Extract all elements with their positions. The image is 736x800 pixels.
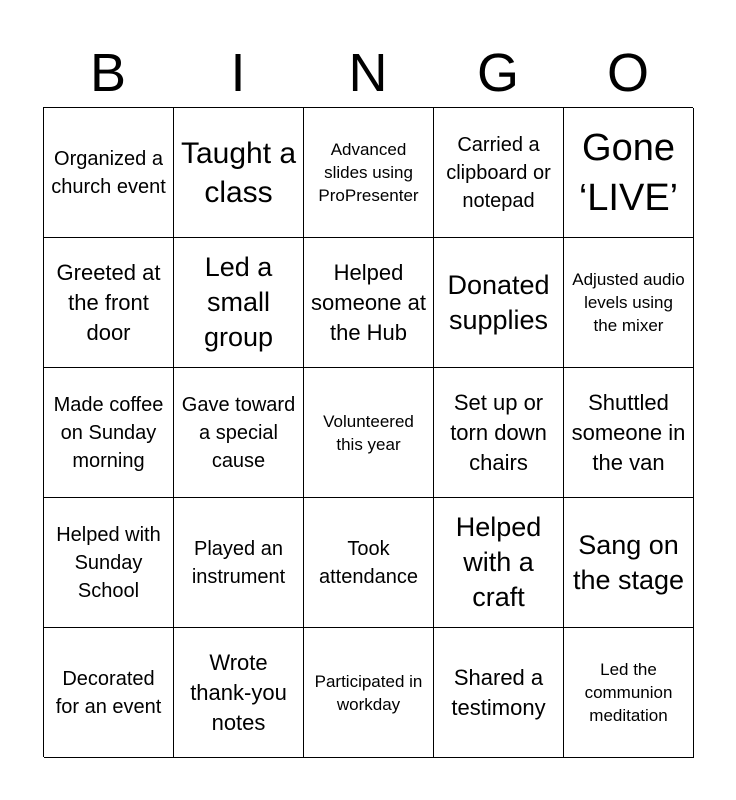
bingo-cell-text: Shared a testimony (451, 664, 546, 720)
bingo-cell[interactable] (304, 238, 434, 368)
bingo-cell[interactable] (174, 498, 304, 628)
bingo-cell-text: Played an instrument (191, 537, 286, 588)
bingo-cell-text: Adjusted audio levels using the mixer (572, 270, 685, 335)
bingo-cell-text: Greeted at the front door (56, 259, 161, 345)
bingo-cell-text: Gave toward a special cause (181, 393, 296, 472)
bingo-cell[interactable] (174, 108, 304, 238)
bingo-cell-text: Gone ‘LIVE’ (578, 126, 679, 219)
bingo-cell[interactable] (564, 368, 694, 498)
bingo-cell-text: Helped with a craft (455, 512, 542, 612)
bingo-cell[interactable] (434, 368, 564, 498)
header-letter-i: I (230, 43, 246, 103)
bingo-card-grid (43, 107, 693, 757)
bingo-cell-text: Led the communion meditation (584, 660, 673, 725)
bingo-cell[interactable] (44, 628, 174, 758)
bingo-cell[interactable] (434, 628, 564, 758)
header-letter-g: G (476, 43, 519, 103)
bingo-cell-text: Volunteered this year (323, 411, 414, 454)
bingo-cell-text: Made coffee on Sunday morning (53, 393, 164, 472)
bingo-cell[interactable] (174, 368, 304, 498)
bingo-cell-text: Advanced slides using ProPresenter (318, 140, 419, 205)
bingo-cell-text: Sang on the stage (572, 529, 685, 595)
bingo-cell[interactable] (44, 368, 174, 498)
bingo-cell[interactable] (174, 238, 304, 368)
bingo-cell-text: Organized a church event (51, 147, 166, 198)
bingo-cell-text: Taught a class (180, 136, 297, 209)
bingo-cell-text: Wrote thank-you notes (190, 649, 287, 735)
bingo-cell-text: Took attendance (319, 537, 418, 588)
bingo-cell[interactable] (304, 368, 434, 498)
header-letter-n: N (348, 43, 388, 103)
header-letter-b: B (89, 43, 127, 103)
bingo-cell[interactable] (434, 238, 564, 368)
bingo-cell-text: Carried a clipboard or notepad (446, 133, 551, 212)
bingo-cell-text: Participated in workday (314, 671, 423, 714)
bingo-cell[interactable] (564, 238, 694, 368)
bingo-cell[interactable] (174, 628, 304, 758)
bingo-cell-text: Helped someone at the Hub (311, 259, 426, 345)
bingo-cell-text: Helped with Sunday School (56, 523, 161, 602)
bingo-cell[interactable] (304, 628, 434, 758)
header-letter-o: O (606, 43, 649, 103)
bingo-cell[interactable] (44, 498, 174, 628)
bingo-cell-text: Set up or torn down chairs (450, 389, 547, 475)
bingo-cell[interactable] (304, 108, 434, 238)
bingo-cell[interactable] (564, 498, 694, 628)
bingo-cell[interactable] (44, 238, 174, 368)
bingo-cell-text: Shuttled someone in the van (571, 389, 686, 475)
bingo-cell-text: Decorated for an event (55, 667, 162, 718)
bingo-cell[interactable] (434, 498, 564, 628)
bingo-header (43, 40, 693, 106)
bingo-cell[interactable] (44, 108, 174, 238)
bingo-cell-text: Donated supplies (447, 269, 550, 335)
bingo-cell[interactable] (434, 108, 564, 238)
bingo-cell[interactable] (564, 108, 694, 238)
bingo-cell[interactable] (564, 628, 694, 758)
bingo-cell[interactable] (304, 498, 434, 628)
bingo-cell-text: Led a small group (203, 252, 274, 352)
